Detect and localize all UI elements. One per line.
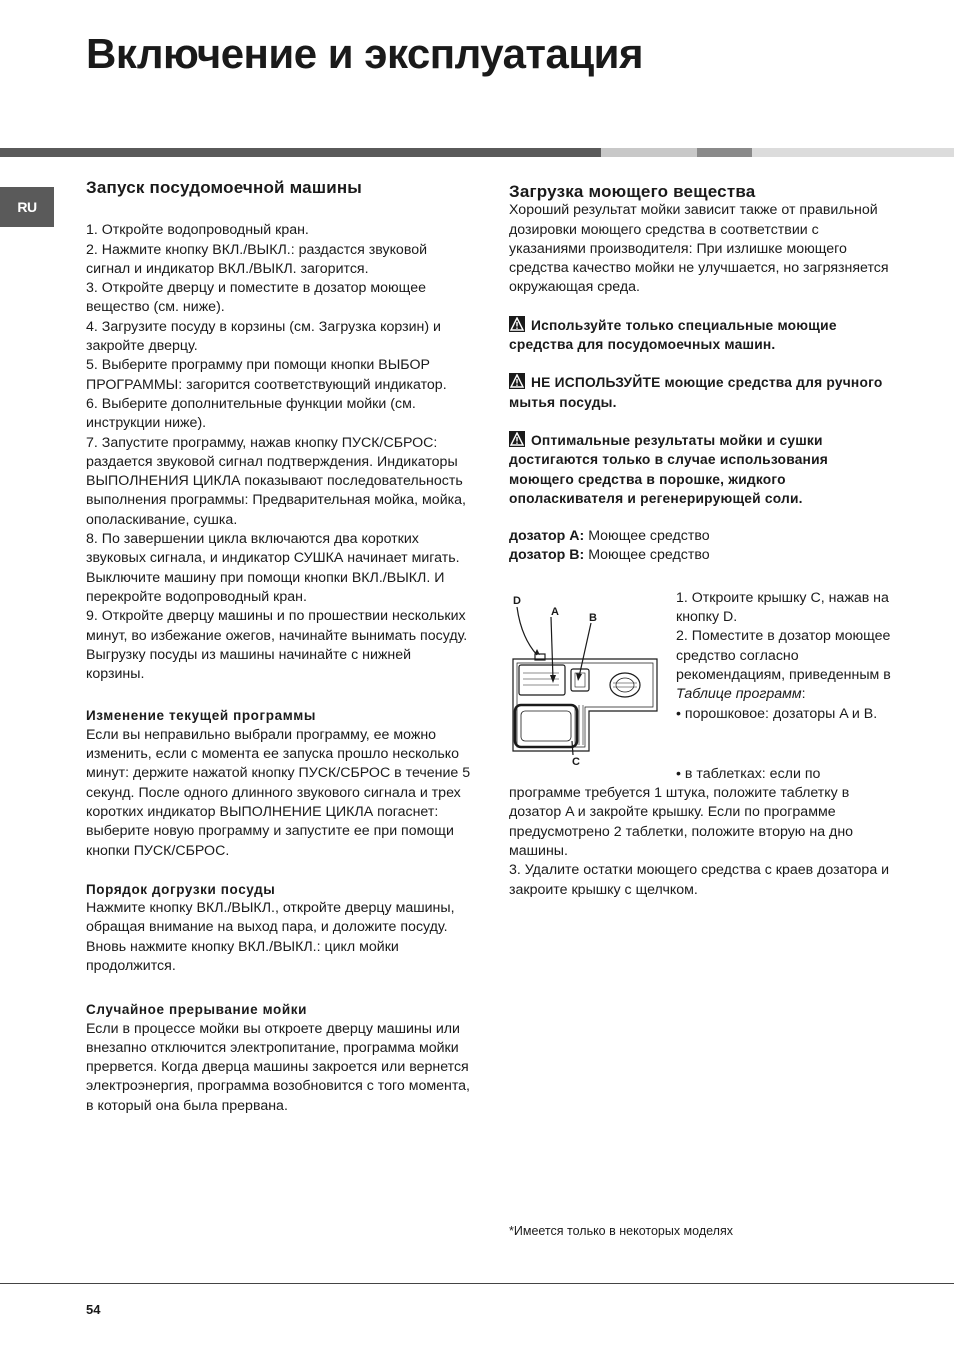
- label-b: B: [589, 611, 597, 624]
- interrupt-heading: Случайное прерывание мойки: [86, 1002, 307, 1018]
- interrupt-text: Если в процессе мойки вы откроете дверцу машины или внезапно отключится электропитание, программа мойки прервется. Когда дверца машины закроется или вернется электроэнергия, программа возобновится с того момента, в который она была прервана.: [86, 1020, 470, 1114]
- header-rule-dark: [0, 148, 601, 157]
- dispenser-step-3: 3. Удалите остатки моющего средства с краев дозатора и закроите крышку с щелчком.: [509, 862, 890, 898]
- right-column: [509, 182, 894, 900]
- reload-text: Нажмите кнопку ВКЛ./ВЫКЛ., откройте дверцу машины, обращая внимание на выход пара, и доложите посуду. Вновь нажмите кнопку ВКЛ./ВЫКЛ.: цикл мойки продолжится.: [86, 900, 455, 974]
- warning-icon: [509, 431, 525, 447]
- dispenser-bullet-tablets: • в таблетках: если по программе требуется 1 штука, положите таблетку в дозатор A и закройте крышку. Если по программе предусмотрено 2 таблетки, положите вторую на дно машины.: [509, 765, 854, 859]
- start-steps: 1. Откройте водопроводный кран. 2. Нажмите кнопку ВКЛ./ВЫКЛ.: раздастся звуковой сигнал и индикатор ВКЛ./ВЫКЛ. загорится. 3. Откройте дверцу и поместите в дозатор моющее вещество (см. ниже). 4. Загрузите посуду в корзины (см. Загрузка корзин) и закройте дверцу. 5. Выберите программу при помощи кнопки ВЫБОР ПРОГРАММЫ: загорится соответствующий индикатор. 6. Выберите дополнительные функции мойки (см. инструкции ниже). 7. Запустите программу, нажав кнопку ПУСК/СБРОС: раздается звуковой сигнал подтверждения. Индикаторы ВЫПОЛНЕНИЯ ЦИКЛА показывают последовательность выполнения программы: Предварительная мойка, мойка, ополаскивание, сушка. 8. По завершении цикла включаются два коротких звуковых сигнала, и индикатор СУШКА начинает мигать. Выключите машину при помощи кнопки ВКЛ./ВЫКЛ. И перекройте водопроводный кран. 9. Откройте дверцу машины и по прошествии нескольких минут, во избежание ожегов, начинайте вынимать посуду. Выгрузку посуды из машины начинайте с нижней корзины.: [86, 222, 468, 683]
- label-d: D: [513, 594, 521, 607]
- dispenser-a-line: дозатор A: Моющее средство: [509, 528, 710, 545]
- dispenser-b-line: дозатор B: Моющее средство: [509, 547, 710, 564]
- dispenser-step-2: 2. Поместите в дозатор моющее средство согласно рекомендациям, приведенным в Таблице программ:: [676, 628, 891, 703]
- header-rule-light: [601, 148, 697, 157]
- dispenser-diagram: [509, 593, 661, 765]
- language-tab: RU: [0, 187, 54, 227]
- warning-no-hand-detergent: НЕ ИСПОЛЬЗУЙТЕ моющие средства для ручного мытья посуды.: [509, 375, 883, 410]
- warning-optimal-results: Оптимальные результаты мойки и сушки достигаются только в случае использования моющего средства в порошке, жидкого ополаскивателя и регенерирующей соли.: [509, 432, 829, 506]
- header-rule-pale: [752, 148, 954, 157]
- footnote: *Имеется только в некоторых моделях: [509, 1224, 733, 1238]
- label-c: C: [572, 755, 580, 765]
- footer-rule: [0, 1283, 954, 1284]
- warning-icon: [509, 316, 525, 332]
- label-a: A: [551, 605, 559, 618]
- dispenser-step-1: 1. Откроите крышку C, нажав на кнопку D.: [676, 589, 889, 626]
- detergent-intro: Хороший результат мойки зависит также от правильной дозировки моющего средства в соответствии с указаниями производителя: При излишке моющего средства качество мойки не улучшается, но загрязняется окружающая среда.: [509, 202, 889, 296]
- start-heading: Запуск посудомоечной машины: [86, 178, 363, 197]
- left-column: [86, 178, 471, 1116]
- page-title: Включение и эксплуатация: [86, 30, 644, 77]
- detergent-heading: Загрузка моющего вещества: [509, 182, 756, 201]
- warning-icon: [509, 373, 525, 389]
- page-number: 54: [86, 1302, 101, 1317]
- change-program-heading: Изменение текущей программы: [86, 708, 317, 724]
- change-program-text: Если вы неправильно выбрали программу, ее можно изменить, если с момента ее запуска прошло несколько минут: держите нажатой кнопку ПУСК/СБРОС в течение 5 секунд. После одного длинного звукового сигнала и трех коротких индикатор ВЫПОЛНЕНИЕ ЦИКЛА погаснет: выберите новую программу и запустите ее при помощи кнопки ПУСК/СБРОС.: [86, 726, 471, 859]
- dispenser-bullet-powder: • порошковое: дозаторы A и B.: [676, 705, 878, 722]
- warning-special-detergent: Используйте только специальные моющие средства для посудомоечных машин.: [509, 317, 837, 353]
- dispenser-steps-top: [676, 589, 894, 724]
- dispenser-section: [509, 589, 894, 766]
- reload-heading: Порядок догрузки посуды: [86, 881, 276, 897]
- header-rule-mid: [697, 148, 752, 157]
